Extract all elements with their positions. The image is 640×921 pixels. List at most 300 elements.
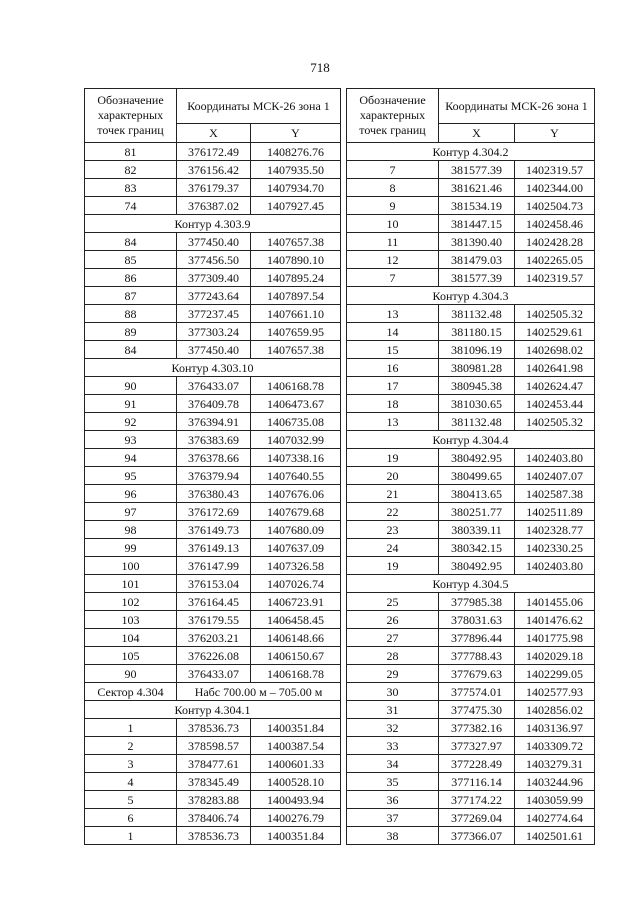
x-header: X	[439, 124, 515, 143]
point-id: 98	[85, 521, 177, 539]
point-id: 86	[85, 269, 177, 287]
table-row	[347, 701, 595, 719]
coord-x: 378345.49	[177, 773, 251, 791]
coord-y: 1400601.33	[251, 755, 341, 773]
point-id: 38	[347, 827, 439, 845]
coord-x: 381447.15	[439, 215, 515, 233]
y-header: Y	[515, 124, 595, 143]
table-row	[347, 629, 595, 647]
table-row	[347, 449, 595, 467]
y-header: Y	[251, 124, 341, 143]
point-id: 104	[85, 629, 177, 647]
coord-x: 377788.43	[439, 647, 515, 665]
table-row	[347, 377, 595, 395]
coord-x: 376149.13	[177, 539, 251, 557]
coord-x: 380339.11	[439, 521, 515, 539]
table-row	[347, 179, 595, 197]
coord-x: 377237.45	[177, 305, 251, 323]
sector-title: Сектор 4.304	[85, 683, 177, 701]
coord-x: 381390.40	[439, 233, 515, 251]
point-id: 13	[347, 413, 439, 431]
point-id: 32	[347, 719, 439, 737]
coord-x: 377303.24	[177, 323, 251, 341]
coord-y: 1406473.67	[251, 395, 341, 413]
point-id: 90	[85, 665, 177, 683]
table-row	[347, 161, 595, 179]
section-row	[347, 431, 595, 449]
coord-y: 1402458.46	[515, 215, 595, 233]
coord-x: 376226.08	[177, 647, 251, 665]
point-id: 82	[85, 161, 177, 179]
table-row	[85, 179, 341, 197]
point-id: 6	[85, 809, 177, 827]
point-id: 17	[347, 377, 439, 395]
coord-y: 1402328.77	[515, 521, 595, 539]
table-row	[85, 413, 341, 431]
coord-x: 376172.49	[177, 143, 251, 161]
coord-y: 1401455.06	[515, 593, 595, 611]
section-title: Контур 4.304.5	[347, 575, 595, 593]
coord-y: 1407657.38	[251, 341, 341, 359]
coord-x: 377896.44	[439, 629, 515, 647]
table-row	[347, 503, 595, 521]
coord-y: 1407679.68	[251, 503, 341, 521]
table-row	[85, 755, 341, 773]
point-id: 15	[347, 341, 439, 359]
coord-y: 1406723.91	[251, 593, 341, 611]
coord-x: 377985.38	[439, 593, 515, 611]
coord-x: 376153.04	[177, 575, 251, 593]
table-row	[347, 521, 595, 539]
coord-x: 380499.65	[439, 467, 515, 485]
table-row	[347, 215, 595, 233]
coord-y: 1407895.24	[251, 269, 341, 287]
table-row	[85, 575, 341, 593]
coord-y: 1402774.64	[515, 809, 595, 827]
coord-x: 380413.65	[439, 485, 515, 503]
coord-y: 1402505.32	[515, 305, 595, 323]
table-row	[85, 143, 341, 161]
table-row	[347, 269, 595, 287]
table-row	[347, 251, 595, 269]
section-row	[347, 287, 595, 305]
section-title: Контур 4.304.1	[85, 701, 341, 719]
table-row	[85, 269, 341, 287]
section-row	[85, 701, 341, 719]
designation-header: Обозначение характерных точек границ	[347, 89, 439, 143]
coord-y: 1402587.38	[515, 485, 595, 503]
table-row	[85, 431, 341, 449]
coord-x: 377309.40	[177, 269, 251, 287]
point-id: 19	[347, 449, 439, 467]
point-id: 91	[85, 395, 177, 413]
coord-y: 1406168.78	[251, 665, 341, 683]
point-id: 36	[347, 791, 439, 809]
coord-x: 381621.46	[439, 179, 515, 197]
x-header: X	[177, 124, 251, 143]
section-title: Контур 4.304.3	[347, 287, 595, 305]
point-id: 102	[85, 593, 177, 611]
point-id: 94	[85, 449, 177, 467]
point-id: 83	[85, 179, 177, 197]
table-row	[347, 755, 595, 773]
coord-y: 1407637.09	[251, 539, 341, 557]
coord-y: 1402511.89	[515, 503, 595, 521]
coord-y: 1402319.57	[515, 161, 595, 179]
table-row	[85, 341, 341, 359]
coord-x: 380492.95	[439, 449, 515, 467]
table-row	[347, 413, 595, 431]
coord-y: 1407927.45	[251, 197, 341, 215]
table-row	[85, 647, 341, 665]
point-id: 31	[347, 701, 439, 719]
coord-x: 381132.48	[439, 305, 515, 323]
coord-x: 376409.78	[177, 395, 251, 413]
coord-y: 1402029.18	[515, 647, 595, 665]
point-id: 26	[347, 611, 439, 629]
coord-y: 1407657.38	[251, 233, 341, 251]
table-row	[85, 467, 341, 485]
coord-x: 377327.97	[439, 737, 515, 755]
section-title: Контур 4.304.4	[347, 431, 595, 449]
table-row	[85, 665, 341, 683]
coord-x: 378477.61	[177, 755, 251, 773]
point-id: 1	[85, 719, 177, 737]
coord-x: 377475.30	[439, 701, 515, 719]
point-id: 101	[85, 575, 177, 593]
table-row	[347, 323, 595, 341]
table-row	[347, 773, 595, 791]
point-id: 10	[347, 215, 439, 233]
coord-x: 380342.15	[439, 539, 515, 557]
table-row	[347, 809, 595, 827]
coord-y: 1402641.98	[515, 359, 595, 377]
coord-y: 1402624.47	[515, 377, 595, 395]
coord-y: 1407026.74	[251, 575, 341, 593]
table-row	[85, 485, 341, 503]
point-id: 27	[347, 629, 439, 647]
point-id: 97	[85, 503, 177, 521]
table-row	[347, 719, 595, 737]
coord-x: 376156.42	[177, 161, 251, 179]
section-title: Контур 4.304.2	[347, 143, 595, 161]
table-row	[347, 341, 595, 359]
sector-row	[85, 683, 341, 701]
section-title: Контур 4.303.9	[85, 215, 341, 233]
coord-x: 376149.73	[177, 521, 251, 539]
coord-y: 1401476.62	[515, 611, 595, 629]
point-id: 3	[85, 755, 177, 773]
coord-x: 381577.39	[439, 269, 515, 287]
section-title: Контур 4.303.10	[85, 359, 341, 377]
point-id: 103	[85, 611, 177, 629]
coord-x: 381132.48	[439, 413, 515, 431]
coord-x: 377679.63	[439, 665, 515, 683]
point-id: 92	[85, 413, 177, 431]
coord-x: 378536.73	[177, 827, 251, 845]
coordinates-table-right	[346, 88, 595, 845]
table-row	[347, 683, 595, 701]
point-id: 8	[347, 179, 439, 197]
coord-x: 376379.94	[177, 467, 251, 485]
coord-y: 1406735.08	[251, 413, 341, 431]
table-row	[347, 395, 595, 413]
coord-x: 376394.91	[177, 413, 251, 431]
point-id: 35	[347, 773, 439, 791]
table-row	[85, 611, 341, 629]
table-row	[85, 449, 341, 467]
coord-x: 381479.03	[439, 251, 515, 269]
page-number: 718	[310, 60, 330, 75]
point-id: 18	[347, 395, 439, 413]
table-row	[347, 485, 595, 503]
table-row	[85, 233, 341, 251]
point-id: 33	[347, 737, 439, 755]
coord-x: 376380.43	[177, 485, 251, 503]
coord-x: 376172.69	[177, 503, 251, 521]
table-row	[347, 593, 595, 611]
point-id: 29	[347, 665, 439, 683]
coord-y: 1407935.50	[251, 161, 341, 179]
coord-x: 377243.64	[177, 287, 251, 305]
table-row	[85, 809, 341, 827]
table-row	[347, 197, 595, 215]
table-row	[85, 737, 341, 755]
point-id: 14	[347, 323, 439, 341]
coord-y: 1402265.05	[515, 251, 595, 269]
coord-y: 1407934.70	[251, 179, 341, 197]
coord-y: 1402504.73	[515, 197, 595, 215]
coord-x: 381096.19	[439, 341, 515, 359]
coord-y: 1402501.61	[515, 827, 595, 845]
coord-x: 381180.15	[439, 323, 515, 341]
table-row	[85, 251, 341, 269]
point-id: 25	[347, 593, 439, 611]
coord-y: 1400276.79	[251, 809, 341, 827]
point-id: 7	[347, 161, 439, 179]
coord-y: 1407676.06	[251, 485, 341, 503]
table-row	[347, 827, 595, 845]
coord-x: 378031.63	[439, 611, 515, 629]
table-row	[85, 593, 341, 611]
coord-x: 378283.88	[177, 791, 251, 809]
coord-y: 1406168.78	[251, 377, 341, 395]
point-id: 28	[347, 647, 439, 665]
coord-y: 1407661.10	[251, 305, 341, 323]
coordinates-header: Координаты МСК-26 зона 1	[439, 89, 595, 124]
coord-y: 1406458.45	[251, 611, 341, 629]
point-id: 23	[347, 521, 439, 539]
coord-x: 380251.77	[439, 503, 515, 521]
point-id: 19	[347, 557, 439, 575]
coord-y: 1402344.00	[515, 179, 595, 197]
section-row	[347, 143, 595, 161]
table-row	[85, 539, 341, 557]
designation-header: Обозначение характерных точек границ	[85, 89, 177, 143]
point-id: 74	[85, 197, 177, 215]
table-row	[85, 161, 341, 179]
point-id: 93	[85, 431, 177, 449]
table-row	[85, 791, 341, 809]
section-row	[347, 575, 595, 593]
coord-y: 1402856.02	[515, 701, 595, 719]
coord-x: 380492.95	[439, 557, 515, 575]
coord-y: 1402407.07	[515, 467, 595, 485]
point-id: 37	[347, 809, 439, 827]
coord-x: 377366.07	[439, 827, 515, 845]
table-row	[85, 305, 341, 323]
coord-y: 1400528.10	[251, 773, 341, 791]
coord-y: 1408276.76	[251, 143, 341, 161]
coord-y: 1402403.80	[515, 449, 595, 467]
point-id: 7	[347, 269, 439, 287]
point-id: 90	[85, 377, 177, 395]
coord-y: 1407326.58	[251, 557, 341, 575]
coord-x: 381534.19	[439, 197, 515, 215]
coord-x: 376378.66	[177, 449, 251, 467]
table-row	[347, 665, 595, 683]
coord-y: 1402505.32	[515, 413, 595, 431]
point-id: 4	[85, 773, 177, 791]
coord-y: 1400387.54	[251, 737, 341, 755]
coord-x: 376179.37	[177, 179, 251, 197]
coord-y: 1402319.57	[515, 269, 595, 287]
coord-x: 376387.02	[177, 197, 251, 215]
coord-y: 1407680.09	[251, 521, 341, 539]
coord-x: 377450.40	[177, 233, 251, 251]
point-id: 34	[347, 755, 439, 773]
table-row	[85, 395, 341, 413]
point-id: 105	[85, 647, 177, 665]
point-id: 89	[85, 323, 177, 341]
coord-x: 377174.22	[439, 791, 515, 809]
coord-x: 378598.57	[177, 737, 251, 755]
table-row	[347, 233, 595, 251]
coord-y: 1403244.96	[515, 773, 595, 791]
coord-y: 1400351.84	[251, 719, 341, 737]
coord-x: 376203.21	[177, 629, 251, 647]
table-row	[347, 647, 595, 665]
coord-x: 377456.50	[177, 251, 251, 269]
coord-y: 1407032.99	[251, 431, 341, 449]
sector-note: Набс 700.00 м – 705.00 м	[177, 683, 341, 701]
coord-x: 376383.69	[177, 431, 251, 449]
coord-y: 1401775.98	[515, 629, 595, 647]
point-id: 16	[347, 359, 439, 377]
coord-y: 1403059.99	[515, 791, 595, 809]
table-row	[347, 611, 595, 629]
table-row	[347, 359, 595, 377]
coord-y: 1402403.80	[515, 557, 595, 575]
point-id: 5	[85, 791, 177, 809]
table-row	[85, 719, 341, 737]
coord-y: 1402453.44	[515, 395, 595, 413]
coord-x: 380981.28	[439, 359, 515, 377]
coord-x: 376433.07	[177, 665, 251, 683]
coord-x: 376147.99	[177, 557, 251, 575]
table-row	[347, 557, 595, 575]
table-row	[85, 827, 341, 845]
coord-x: 381577.39	[439, 161, 515, 179]
point-id: 11	[347, 233, 439, 251]
point-id: 13	[347, 305, 439, 323]
coord-y: 1402428.28	[515, 233, 595, 251]
coord-y: 1406150.67	[251, 647, 341, 665]
coord-y: 1407338.16	[251, 449, 341, 467]
table-row	[347, 305, 595, 323]
point-id: 87	[85, 287, 177, 305]
coord-y: 1402698.02	[515, 341, 595, 359]
point-id: 2	[85, 737, 177, 755]
coord-y: 1400351.84	[251, 827, 341, 845]
table-row	[85, 629, 341, 647]
table-row	[85, 323, 341, 341]
point-id: 100	[85, 557, 177, 575]
coord-y: 1402577.93	[515, 683, 595, 701]
point-id: 21	[347, 485, 439, 503]
coord-x: 376179.55	[177, 611, 251, 629]
coordinates-header: Координаты МСК-26 зона 1	[177, 89, 341, 124]
point-id: 12	[347, 251, 439, 269]
table-row	[85, 377, 341, 395]
point-id: 99	[85, 539, 177, 557]
point-id: 9	[347, 197, 439, 215]
coord-y: 1402330.25	[515, 539, 595, 557]
table-row	[85, 521, 341, 539]
table-row	[85, 287, 341, 305]
coord-y: 1407640.55	[251, 467, 341, 485]
coordinates-table-left	[84, 88, 341, 845]
point-id: 95	[85, 467, 177, 485]
coord-x: 377382.16	[439, 719, 515, 737]
table-row	[85, 557, 341, 575]
coord-y: 1403309.72	[515, 737, 595, 755]
table-row	[347, 737, 595, 755]
coord-y: 1403279.31	[515, 755, 595, 773]
coord-x: 377450.40	[177, 341, 251, 359]
point-id: 22	[347, 503, 439, 521]
point-id: 24	[347, 539, 439, 557]
point-id: 96	[85, 485, 177, 503]
point-id: 84	[85, 341, 177, 359]
table-row	[347, 791, 595, 809]
coord-x: 377228.49	[439, 755, 515, 773]
section-row	[85, 215, 341, 233]
table-row	[85, 503, 341, 521]
point-id: 20	[347, 467, 439, 485]
coord-x: 380945.38	[439, 377, 515, 395]
coord-y: 1402299.05	[515, 665, 595, 683]
coord-y: 1407890.10	[251, 251, 341, 269]
coord-x: 376433.07	[177, 377, 251, 395]
point-id: 81	[85, 143, 177, 161]
coord-x: 377269.04	[439, 809, 515, 827]
point-id: 84	[85, 233, 177, 251]
point-id: 30	[347, 683, 439, 701]
table-row	[347, 539, 595, 557]
coord-x: 381030.65	[439, 395, 515, 413]
point-id: 85	[85, 251, 177, 269]
coord-y: 1407897.54	[251, 287, 341, 305]
coord-x: 376164.45	[177, 593, 251, 611]
table-row	[85, 773, 341, 791]
coord-y: 1403136.97	[515, 719, 595, 737]
section-row	[85, 359, 341, 377]
coord-x: 377116.14	[439, 773, 515, 791]
coord-x: 378536.73	[177, 719, 251, 737]
coord-y: 1402529.61	[515, 323, 595, 341]
table-row	[347, 467, 595, 485]
